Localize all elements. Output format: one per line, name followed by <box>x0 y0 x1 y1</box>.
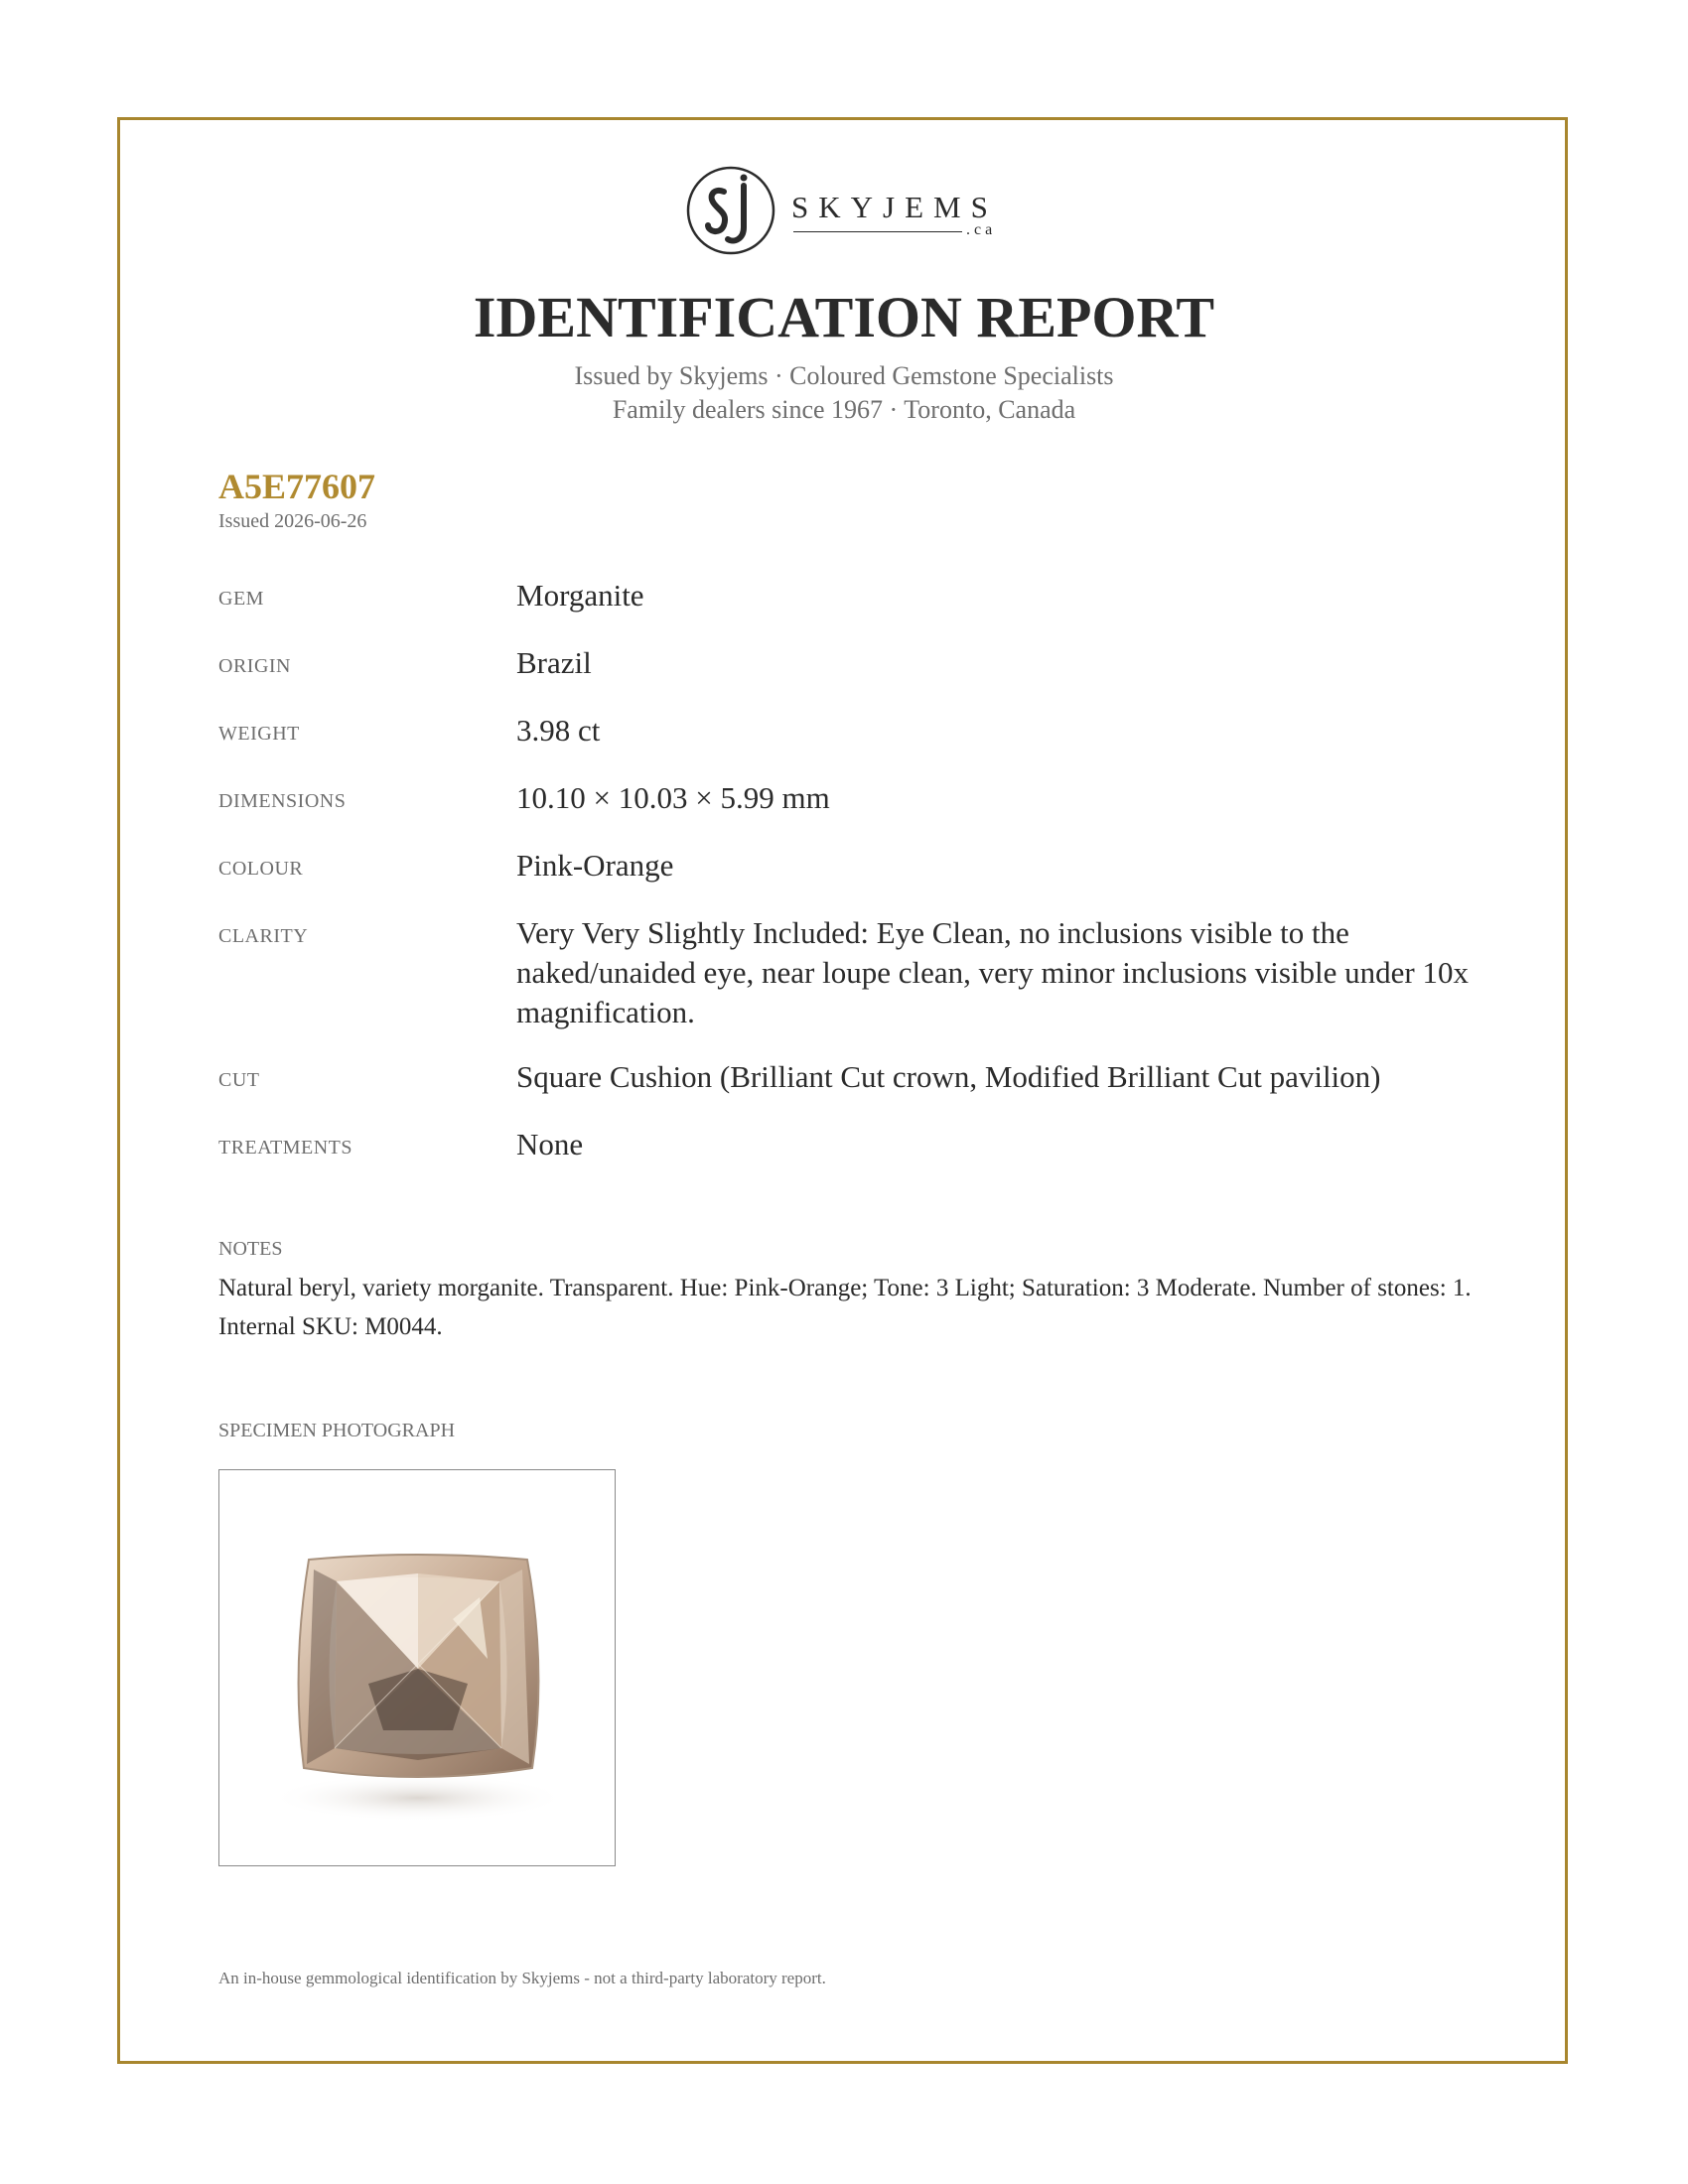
field-value-origin: Brazil <box>516 645 592 680</box>
disclaimer-footnote: An in-house gemmological identification by Skyjems - not a third-party laboratory report. <box>218 1969 826 1987</box>
report-title: IDENTIFICATION REPORT <box>473 285 1215 349</box>
notes-label: NOTES <box>218 1238 283 1260</box>
notes-text: Natural beryl, variety morganite. Transparent. Hue: Pink-Orange; Tone: 3 Light; Saturation: 3 Moderate. Number of stones: 1. Internal SKU: M0044. <box>218 1275 1472 1340</box>
field-label-treatments: TREATMENTS <box>218 1137 352 1159</box>
field-label-clarity: CLARITY <box>218 925 309 947</box>
field-label-cut: CUT <box>218 1069 260 1091</box>
logo-rule <box>793 231 962 232</box>
sj-monogram-icon <box>684 164 777 257</box>
field-value-cut: Square Cushion (Brilliant Cut crown, Modified Brilliant Cut pavilion) <box>516 1059 1381 1094</box>
specimen-photo <box>218 1469 616 1866</box>
field-label-weight: WEIGHT <box>218 723 300 745</box>
field-value-clarity: Very Very Slightly Included: Eye Clean, no inclusions visible to the naked/unaided eye, near loupe clean, very minor inclusions visible under 10x magnification. <box>516 915 1469 1029</box>
report-id: A5E77607 <box>218 467 376 506</box>
logo-wordmark: SKYJEMS <box>791 190 998 224</box>
field-label-colour: COLOUR <box>218 858 304 880</box>
field-value-colour: Pink-Orange <box>516 848 674 883</box>
field-value-weight: 3.98 ct <box>516 713 601 748</box>
issuer-line: Issued by Skyjems · Coloured Gemstone Specialists <box>574 361 1114 390</box>
logo-suffix: .ca <box>966 221 997 238</box>
issued-date: Issued 2026-06-26 <box>218 510 367 532</box>
morganite-gem-image <box>219 1470 617 1867</box>
field-label-origin: ORIGIN <box>218 655 291 677</box>
photo-label: SPECIMEN PHOTOGRAPH <box>218 1420 456 1441</box>
field-label-gem: GEM <box>218 588 264 610</box>
field-label-dimensions: DIMENSIONS <box>218 790 347 812</box>
field-value-dimensions: 10.10 × 10.03 × 5.99 mm <box>516 780 830 815</box>
field-value-treatments: None <box>516 1127 584 1161</box>
field-value-gem: Morganite <box>516 578 644 613</box>
dealer-line: Family dealers since 1967 · Toronto, Canada <box>612 395 1076 424</box>
skyjems-logo <box>684 162 1012 261</box>
